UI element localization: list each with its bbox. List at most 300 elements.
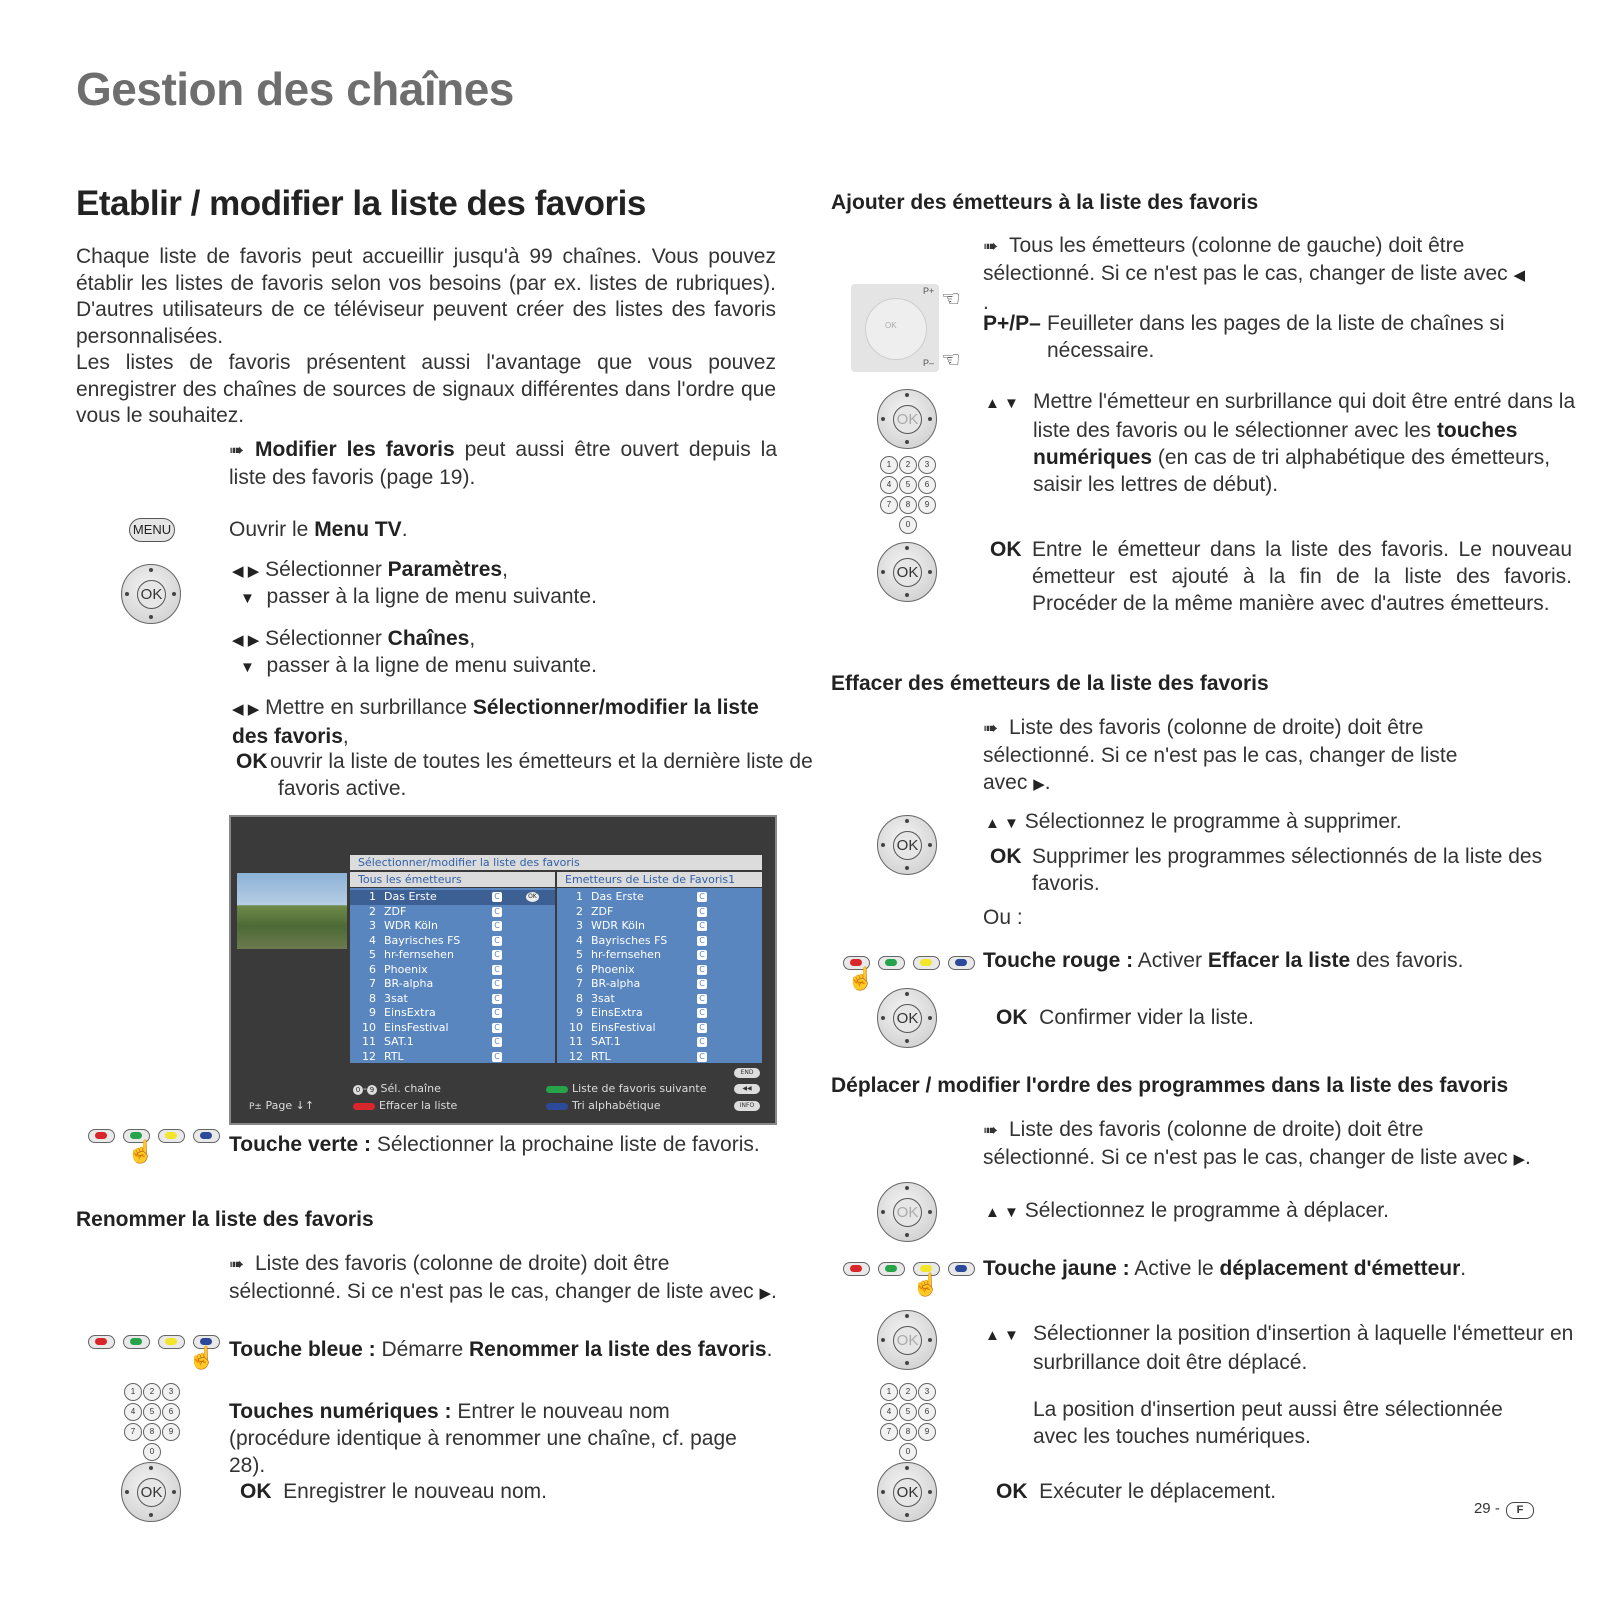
tv-cable-badge: C bbox=[697, 936, 707, 946]
tv-channel-row bbox=[350, 977, 555, 992]
right-arrow-icon: ▶ bbox=[1513, 1151, 1526, 1168]
pointing-hand-icon: ☜ bbox=[941, 286, 961, 311]
section-title: Etablir / modifier la liste des favoris bbox=[76, 184, 646, 223]
tv-footer-alpha bbox=[546, 1099, 661, 1112]
tv-channel-name: hr-fernsehen bbox=[384, 948, 454, 961]
tv-channel-number: 11 bbox=[362, 1035, 376, 1048]
blue-key-desc: Démarre bbox=[375, 1338, 469, 1361]
tv-channel-number: 7 bbox=[576, 977, 583, 990]
tv-channel-number: 4 bbox=[369, 933, 376, 947]
right-arrow-icon: ▶ bbox=[759, 1285, 772, 1302]
step-text: . bbox=[401, 518, 408, 541]
tv-cable-badge: C bbox=[697, 892, 707, 902]
step-text: Exécuter le déplacement. bbox=[1039, 1480, 1277, 1503]
keypad-key: 5 bbox=[899, 476, 917, 494]
tv-channel-row bbox=[557, 977, 762, 992]
pointing-hand-icon: ☝ bbox=[127, 1139, 155, 1164]
add-note: ➠ Tous les émetteurs (colonne de gauche) doit être sélectionné. Si ce n'est pas le cas, changer de liste avec ◀ . bbox=[983, 234, 1526, 314]
tv-cable-badge: C bbox=[492, 921, 502, 931]
key-0-icon: 0 bbox=[353, 1085, 363, 1095]
keypad-key: 5 bbox=[143, 1403, 161, 1421]
pointing-hand-icon: ☜ bbox=[941, 347, 961, 372]
keypad-key: 3 bbox=[918, 1383, 936, 1401]
tv-menu-title: Sélectionner/modifier la liste des favoris bbox=[350, 855, 762, 870]
yellow-key-desc: Active le bbox=[1129, 1257, 1220, 1280]
tv-channel-name: EinsFestival bbox=[591, 1020, 656, 1034]
tv-channel-number: 1 bbox=[576, 890, 583, 903]
tv-channel-name: WDR Köln bbox=[591, 919, 645, 932]
tv-channel-number: 2 bbox=[576, 904, 583, 918]
ok-label: OK bbox=[893, 1004, 922, 1033]
tv-channel-row bbox=[557, 934, 762, 949]
position-select-step bbox=[985, 1320, 1581, 1376]
tv-channel-row bbox=[557, 1021, 762, 1036]
keypad-key: 1 bbox=[124, 1383, 142, 1401]
down-arrow-icon: ▼ bbox=[240, 590, 255, 607]
note-text: Liste des favoris (colonne de droite) doit être sélectionné. Si ce n'est pas le cas, changer de liste avec bbox=[983, 1118, 1508, 1169]
tv-channel-row bbox=[557, 948, 762, 963]
red-key-label: Touche rouge : bbox=[983, 949, 1134, 972]
tv-channel-number: 3 bbox=[576, 919, 583, 932]
tv-channel-number: 9 bbox=[576, 1006, 583, 1019]
tv-info-tag: INFO bbox=[734, 1101, 760, 1111]
step-text: Enregistrer le nouveau nom. bbox=[283, 1480, 547, 1503]
tv-channel-name: Das Erste bbox=[384, 890, 437, 903]
red-key-text bbox=[983, 947, 1463, 974]
page-title: Gestion des chaînes bbox=[76, 63, 514, 115]
note-modify-favorites bbox=[229, 436, 777, 491]
tv-channel-row bbox=[557, 1035, 762, 1050]
yellow-key-desc: . bbox=[1460, 1257, 1467, 1280]
tv-channel-name: Phoenix bbox=[591, 962, 635, 976]
keypad-key: 9 bbox=[162, 1423, 180, 1441]
ok-label: OK bbox=[893, 1326, 922, 1355]
keypad-key: 2 bbox=[899, 1383, 917, 1401]
tv-column-header-all: Tous les émetteurs bbox=[350, 872, 555, 887]
tv-channel-row bbox=[350, 919, 555, 934]
ok-label: OK bbox=[996, 1480, 1028, 1503]
ok-label: OK bbox=[990, 538, 1022, 561]
tv-channel-name: ZDF bbox=[384, 904, 407, 918]
tv-channel-row bbox=[350, 992, 555, 1007]
or-text: Ou : bbox=[983, 906, 1023, 929]
keypad-key: 4 bbox=[880, 476, 898, 494]
keypad-key: 7 bbox=[124, 1423, 142, 1441]
step-text: passer à la ligne de menu suivante. bbox=[266, 654, 597, 677]
tv-channel-name: SAT.1 bbox=[591, 1035, 621, 1048]
tv-cable-badge: C bbox=[492, 979, 502, 989]
ok-label: OK bbox=[137, 580, 166, 609]
tv-cable-badge: C bbox=[697, 907, 707, 917]
keypad-key: 4 bbox=[124, 1403, 142, 1421]
step-text: ouvrir la liste de toutes les émetteurs et la dernière liste de favoris active. bbox=[270, 750, 813, 800]
step-bold: Menu TV bbox=[314, 518, 402, 541]
tv-cable-badge: C bbox=[492, 994, 502, 1004]
tv-channel-row bbox=[350, 1021, 555, 1036]
step-text: Sélectionnez le programme à supprimer. bbox=[1024, 810, 1402, 833]
blue-key-icon bbox=[546, 1103, 568, 1110]
step-next-line-2 bbox=[240, 652, 597, 681]
blue-key-icon bbox=[948, 1262, 975, 1276]
step-text: Sélectionnez le programme à déplacer. bbox=[1024, 1199, 1389, 1222]
step-text: , bbox=[469, 627, 476, 650]
tv-channel-row bbox=[350, 1050, 555, 1065]
left-right-arrows-icon: ◀ ▶ bbox=[232, 701, 260, 718]
ok-navigation-icon bbox=[121, 564, 181, 624]
channel-up-down-remote-icon: OK P+ P– bbox=[851, 284, 939, 372]
move-select-step bbox=[985, 1197, 1389, 1226]
tv-channel-number: 10 bbox=[362, 1020, 376, 1034]
tv-channel-row bbox=[350, 963, 555, 978]
tv-channel-number: 9 bbox=[369, 1006, 376, 1019]
red-key-icon bbox=[843, 1262, 870, 1276]
step-ok-open-list bbox=[236, 748, 818, 802]
step-text: Sélectionner bbox=[265, 627, 388, 650]
tv-channel-row bbox=[350, 890, 555, 905]
tv-footer-select: 0 - 9 Sél. chaîne bbox=[353, 1082, 441, 1095]
tv-list-favorites bbox=[557, 888, 762, 1063]
yellow-key-label: Touche jaune : bbox=[983, 1257, 1130, 1280]
blue-key-desc: . bbox=[766, 1338, 773, 1361]
up-down-arrows-icon: ▲ ▼ bbox=[985, 815, 1019, 832]
yellow-key-icon bbox=[913, 956, 940, 970]
tv-cable-badge: C bbox=[697, 994, 707, 1004]
arrow-icon: ➠ bbox=[229, 1254, 245, 1274]
delete-section-title: Effacer des émetteurs de la liste des favoris bbox=[831, 672, 1269, 695]
tv-channel-name: 3sat bbox=[591, 991, 615, 1005]
step-bold: Chaînes bbox=[387, 627, 470, 650]
tv-channel-name: BR-alpha bbox=[384, 977, 434, 990]
tv-channel-name: Bayrisches FS bbox=[384, 933, 461, 947]
ok-navigation-icon bbox=[877, 389, 937, 449]
green-key-icon bbox=[546, 1086, 568, 1093]
tv-cable-badge: C bbox=[492, 1023, 502, 1033]
intro-paragraph-1: Chaque liste de favoris peut accueillir jusqu'à 99 chaînes. Vous pouvez établir les listes de favoris selon vos besoins (par ex. listes de rubriques). D'autres utilisateurs de ce téléviseur peuvent créer des listes des favoris personnalisées. bbox=[76, 245, 776, 348]
step-open-menu bbox=[229, 516, 408, 543]
tv-cable-badge: C bbox=[492, 892, 502, 902]
tv-list-all bbox=[350, 888, 555, 1063]
keypad-key: 5 bbox=[899, 1403, 917, 1421]
green-key-icon bbox=[878, 956, 905, 970]
tv-channel-row bbox=[350, 1035, 555, 1050]
tv-ok-marker: OK bbox=[526, 892, 539, 902]
ok-label: OK bbox=[893, 405, 922, 434]
keypad-key: 3 bbox=[162, 1383, 180, 1401]
red-key-bold: Effacer la liste bbox=[1207, 949, 1351, 972]
tv-channel-name: SAT.1 bbox=[384, 1035, 414, 1048]
red-key-icon bbox=[353, 1103, 375, 1110]
ok-navigation-icon bbox=[877, 542, 937, 602]
keypad-key: 2 bbox=[143, 1383, 161, 1401]
tv-channel-name: Das Erste bbox=[591, 890, 644, 903]
keypad-key: 1 bbox=[880, 456, 898, 474]
green-key-text bbox=[229, 1131, 760, 1158]
delete-ok-step bbox=[990, 843, 1572, 897]
tv-channel-row bbox=[557, 905, 762, 920]
tv-channel-name: 3sat bbox=[384, 991, 408, 1005]
pointing-hand-icon: ☝ bbox=[847, 966, 875, 991]
ok-label: OK bbox=[893, 1198, 922, 1227]
ok-label: OK bbox=[990, 845, 1022, 868]
red-key-icon bbox=[88, 1129, 115, 1143]
tv-preview-image bbox=[237, 873, 347, 949]
tv-channel-number: 6 bbox=[369, 962, 376, 976]
tv-channel-number: 8 bbox=[369, 991, 376, 1005]
tv-footer-text: Liste de favoris suivante bbox=[572, 1082, 707, 1095]
left-right-arrows-icon: ◀ ▶ bbox=[232, 563, 260, 580]
step-text: passer à la ligne de menu suivante. bbox=[266, 585, 597, 608]
tv-channel-number: 4 bbox=[576, 933, 583, 947]
tv-cable-badge: C bbox=[492, 1052, 502, 1062]
left-right-arrows-icon: ◀ ▶ bbox=[232, 632, 260, 649]
keypad-key: 0 bbox=[143, 1443, 161, 1461]
blue-key-label: Touche bleue : bbox=[229, 1338, 376, 1361]
note-text: Tous les émetteurs (colonne de gauche) doit être sélectionné. Si ce n'est pas le cas, changer de liste avec bbox=[983, 234, 1508, 285]
ok-label: OK bbox=[893, 558, 922, 587]
tv-footer-erase bbox=[353, 1099, 457, 1112]
keypad-key: 7 bbox=[880, 496, 898, 514]
step-select-chaines bbox=[232, 625, 475, 654]
tv-cable-badge: C bbox=[492, 936, 502, 946]
highlight-station-step bbox=[985, 388, 1581, 498]
keypad-key: 6 bbox=[918, 1403, 936, 1421]
blue-key-icon bbox=[193, 1129, 220, 1143]
arrow-icon: ➠ bbox=[983, 236, 999, 256]
step-text: Mettre l'émetteur en surbrillance qui doit être entré dans la liste des favoris ou le sélectionner avec les bbox=[1033, 390, 1576, 442]
tv-channel-name: RTL bbox=[591, 1049, 611, 1063]
up-down-arrows-icon: ▲ ▼ bbox=[985, 395, 1019, 412]
rename-note: ➠ Liste des favoris (colonne de droite) doit être sélectionné. Si ce n'est pas le cas, changer de liste avec ▶. bbox=[229, 1250, 779, 1307]
note-rest: peut aussi être ouvert depuis la liste des favoris (page 19). bbox=[229, 438, 777, 489]
step-text: (en cas de tri alphabétique des émetteurs, saisir les lettres de début). bbox=[1033, 446, 1551, 496]
tv-cable-badge: C bbox=[697, 1037, 707, 1047]
ok-navigation-icon bbox=[877, 1182, 937, 1242]
tv-channel-row bbox=[557, 963, 762, 978]
step-highlight-favorites bbox=[232, 694, 780, 750]
tv-cable-badge: C bbox=[697, 1008, 707, 1018]
numeric-keypad-icon bbox=[880, 456, 940, 534]
step-text: Sélectionner la position d'insertion à laquelle l'émetteur en surbrillance doit être déplacé. bbox=[1033, 1322, 1574, 1374]
tv-channel-name: Phoenix bbox=[384, 962, 428, 976]
ok-navigation-icon bbox=[877, 988, 937, 1048]
rename-section-title: Renommer la liste des favoris bbox=[76, 1208, 374, 1231]
move-note: ➠ Liste des favoris (colonne de droite) doit être sélectionné. Si ce n'est pas le cas, changer de liste avec ▶. bbox=[983, 1116, 1533, 1173]
yellow-key-icon bbox=[158, 1335, 185, 1349]
ok-label: OK bbox=[240, 1480, 272, 1503]
page-number-text: 29 - bbox=[1473, 1500, 1500, 1517]
keypad-key: 8 bbox=[899, 496, 917, 514]
tv-cable-badge: C bbox=[697, 950, 707, 960]
tv-channel-number: 3 bbox=[369, 919, 376, 932]
tv-cable-badge: C bbox=[492, 907, 502, 917]
tv-rewind-tag: ◀◀ bbox=[734, 1084, 760, 1094]
tv-cable-badge: C bbox=[492, 1008, 502, 1018]
step-bold: Paramètres bbox=[387, 558, 503, 581]
color-keys-yellow bbox=[843, 1262, 975, 1276]
ok-label: OK bbox=[137, 1478, 166, 1507]
up-down-arrows-icon: ▲ ▼ bbox=[985, 1327, 1019, 1344]
keypad-key: 9 bbox=[918, 1423, 936, 1441]
step-text: Confirmer vider la liste. bbox=[1039, 1006, 1254, 1029]
tv-cable-badge: C bbox=[492, 950, 502, 960]
step-text: Feuilleter dans les pages de la liste de chaînes si nécessaire. bbox=[1047, 312, 1505, 362]
tv-channel-row bbox=[350, 948, 555, 963]
save-name-step bbox=[240, 1478, 547, 1505]
tv-channel-row bbox=[350, 934, 555, 949]
tv-cable-badge: C bbox=[697, 921, 707, 931]
tv-cable-badge: C bbox=[697, 1052, 707, 1062]
tv-channel-number: 11 bbox=[569, 1035, 583, 1048]
keypad-key: 2 bbox=[899, 456, 917, 474]
step-next-line-1 bbox=[240, 583, 597, 612]
keypad-key: 3 bbox=[918, 456, 936, 474]
tv-cable-badge: C bbox=[697, 965, 707, 975]
tv-footer-next bbox=[546, 1082, 706, 1095]
tv-channel-row bbox=[557, 1050, 762, 1065]
keypad-key: 6 bbox=[162, 1403, 180, 1421]
keypad-key: 1 bbox=[880, 1383, 898, 1401]
confirm-step bbox=[996, 1004, 1254, 1031]
pp-label: P+/P– bbox=[983, 312, 1041, 335]
step-text: , bbox=[342, 725, 349, 748]
step-text: Sélectionner bbox=[265, 558, 388, 581]
step-bold: Sélectionner/modifier la liste des favoris bbox=[232, 696, 759, 748]
keypad-key: 8 bbox=[143, 1423, 161, 1441]
position-numeric-step: La position d'insertion peut aussi être sélectionnée avec les touches numériques. bbox=[1033, 1398, 1503, 1448]
add-ok-step bbox=[990, 536, 1572, 617]
arrow-icon: ➠ bbox=[983, 1120, 999, 1140]
tv-channel-number: 8 bbox=[576, 991, 583, 1005]
numeric-keys-desc: Entrer le nouveau nom (procédure identique à renommer une chaîne, cf. page 28). bbox=[229, 1400, 737, 1477]
green-key-label: Touche verte : bbox=[229, 1133, 371, 1156]
tv-channel-row bbox=[557, 890, 762, 905]
tv-channel-number: 12 bbox=[362, 1049, 376, 1063]
tv-channel-row bbox=[557, 1006, 762, 1021]
tv-end-tag: END bbox=[734, 1068, 760, 1078]
tv-footer-text: Page bbox=[265, 1099, 293, 1112]
step-text: Ouvrir le bbox=[229, 518, 315, 541]
pointing-hand-icon: ☝ bbox=[188, 1345, 216, 1370]
right-arrow-icon: ▶ bbox=[1033, 776, 1045, 793]
up-down-arrows-icon: ▲ ▼ bbox=[985, 1204, 1019, 1221]
red-key-desc: des favoris. bbox=[1350, 949, 1464, 972]
tv-screenshot bbox=[229, 815, 777, 1125]
tv-channel-name: EinsExtra bbox=[591, 1006, 643, 1019]
move-section-title: Déplacer / modifier l'ordre des programmes dans la liste des favoris bbox=[831, 1074, 1509, 1097]
delete-note: ➠ Liste des favoris (colonne de droite) doit être sélectionné. Si ce n'est pas le cas, changer de liste avec ▶. bbox=[983, 714, 1503, 798]
tv-channel-number: 5 bbox=[576, 948, 583, 961]
tv-channel-number: 7 bbox=[369, 977, 376, 990]
numeric-keys-text bbox=[229, 1398, 759, 1479]
tv-channel-number: 2 bbox=[369, 904, 376, 918]
tv-channel-name: BR-alpha bbox=[591, 977, 641, 990]
ok-navigation-icon bbox=[121, 1462, 181, 1522]
red-key-desc: Activer bbox=[1133, 949, 1208, 972]
tv-channel-number: 6 bbox=[576, 962, 583, 976]
tv-channel-number: 10 bbox=[569, 1020, 583, 1034]
tv-footer-text: Effacer la liste bbox=[379, 1099, 458, 1112]
tv-cable-badge: C bbox=[492, 965, 502, 975]
tv-channel-row bbox=[557, 992, 762, 1007]
ok-label: OK bbox=[893, 1478, 922, 1507]
numeric-keypad-icon bbox=[124, 1383, 184, 1461]
step-text: Supprimer les programmes sélectionnés de la liste des favoris. bbox=[1032, 845, 1543, 895]
step-text: Mettre en surbrillance bbox=[265, 696, 473, 719]
add-section-title: Ajouter des émetteurs à la liste des favoris bbox=[831, 191, 1259, 214]
red-key-icon bbox=[88, 1335, 115, 1349]
step-text: Entre le émetteur dans la liste des favoris. Le nouveau émetteur est ajouté à la fin de la liste des favoris. Procéder de la même manière avec d'autres émetteurs. bbox=[1032, 538, 1572, 615]
tv-cable-badge: C bbox=[697, 979, 707, 989]
execute-move-step bbox=[996, 1478, 1276, 1505]
ok-navigation-icon bbox=[877, 1310, 937, 1370]
intro-paragraph-2: Les listes de favoris présentent aussi l'avantage que vous pouvez enregistrer des chaînes de sources de signaux différentes dans l'ordre que vous le souhaitez. bbox=[76, 351, 776, 427]
tv-cable-badge: C bbox=[697, 1023, 707, 1033]
tv-channel-row bbox=[350, 1006, 555, 1021]
ok-label: OK bbox=[236, 750, 268, 773]
ok-navigation-icon bbox=[877, 1462, 937, 1522]
keypad-key: 0 bbox=[899, 1443, 917, 1461]
yellow-key-text bbox=[983, 1255, 1466, 1282]
tv-channel-number: 5 bbox=[369, 948, 376, 961]
tv-footer-page: P± Page ↓↑ bbox=[249, 1099, 315, 1112]
step-text: , bbox=[502, 558, 508, 581]
tv-channel-name: EinsFestival bbox=[384, 1020, 449, 1034]
tv-channel-row bbox=[557, 919, 762, 934]
menu-button-icon: MENU bbox=[129, 518, 175, 542]
arrow-icon: ➠ bbox=[983, 718, 999, 738]
ok-label: OK bbox=[893, 831, 922, 860]
note-bold: Modifier les favoris bbox=[255, 438, 455, 461]
keypad-key: 4 bbox=[880, 1403, 898, 1421]
blue-key-text bbox=[229, 1336, 772, 1363]
note-text: Liste des favoris (colonne de droite) doit être sélectionné. Si ce n'est pas le cas, changer de liste avec bbox=[983, 716, 1458, 794]
key-9-icon: 9 bbox=[367, 1085, 377, 1095]
tv-channel-name: hr-fernsehen bbox=[591, 948, 661, 961]
keypad-key: 8 bbox=[899, 1423, 917, 1441]
step-bold: touches numériques bbox=[1033, 419, 1518, 469]
blue-key-icon bbox=[948, 956, 975, 970]
keypad-key: 0 bbox=[899, 516, 917, 534]
keypad-key: 6 bbox=[918, 476, 936, 494]
left-arrow-icon: ◀ bbox=[1513, 267, 1526, 284]
arrow-icon: ➠ bbox=[229, 440, 245, 460]
pointing-hand-icon: ☝ bbox=[912, 1272, 940, 1297]
keypad-key: 7 bbox=[880, 1423, 898, 1441]
tv-channel-name: WDR Köln bbox=[384, 919, 438, 932]
green-key-icon bbox=[123, 1335, 150, 1349]
note-text: Liste des favoris (colonne de droite) doit être sélectionné. Si ce n'est pas le cas, changer de liste avec bbox=[229, 1252, 754, 1303]
page-number bbox=[1474, 1500, 1534, 1519]
language-badge: F bbox=[1506, 1502, 1534, 1519]
intro-text bbox=[76, 244, 776, 430]
tv-cable-badge: C bbox=[492, 1037, 502, 1047]
step-select-parametres bbox=[232, 556, 508, 585]
tv-channel-name: RTL bbox=[384, 1049, 404, 1063]
page-up-down-step bbox=[983, 310, 1592, 364]
numeric-keys-label: Touches numériques : bbox=[229, 1400, 452, 1423]
blue-key-bold: Renommer la liste des favoris bbox=[468, 1338, 767, 1361]
tv-channel-name: EinsExtra bbox=[384, 1006, 436, 1019]
tv-column-header-favorites: Emetteurs de Liste de Favoris1 bbox=[557, 872, 762, 887]
numeric-keypad-icon bbox=[880, 1383, 940, 1461]
tv-channel-row bbox=[350, 905, 555, 920]
yellow-key-icon bbox=[158, 1129, 185, 1143]
tv-channel-number: 1 bbox=[369, 890, 376, 903]
tv-footer-text: Tri alphabétique bbox=[572, 1099, 661, 1112]
keypad-key: 9 bbox=[918, 496, 936, 514]
yellow-key-bold: déplacement d'émetteur bbox=[1219, 1257, 1461, 1280]
down-arrow-icon: ▼ bbox=[240, 659, 255, 676]
